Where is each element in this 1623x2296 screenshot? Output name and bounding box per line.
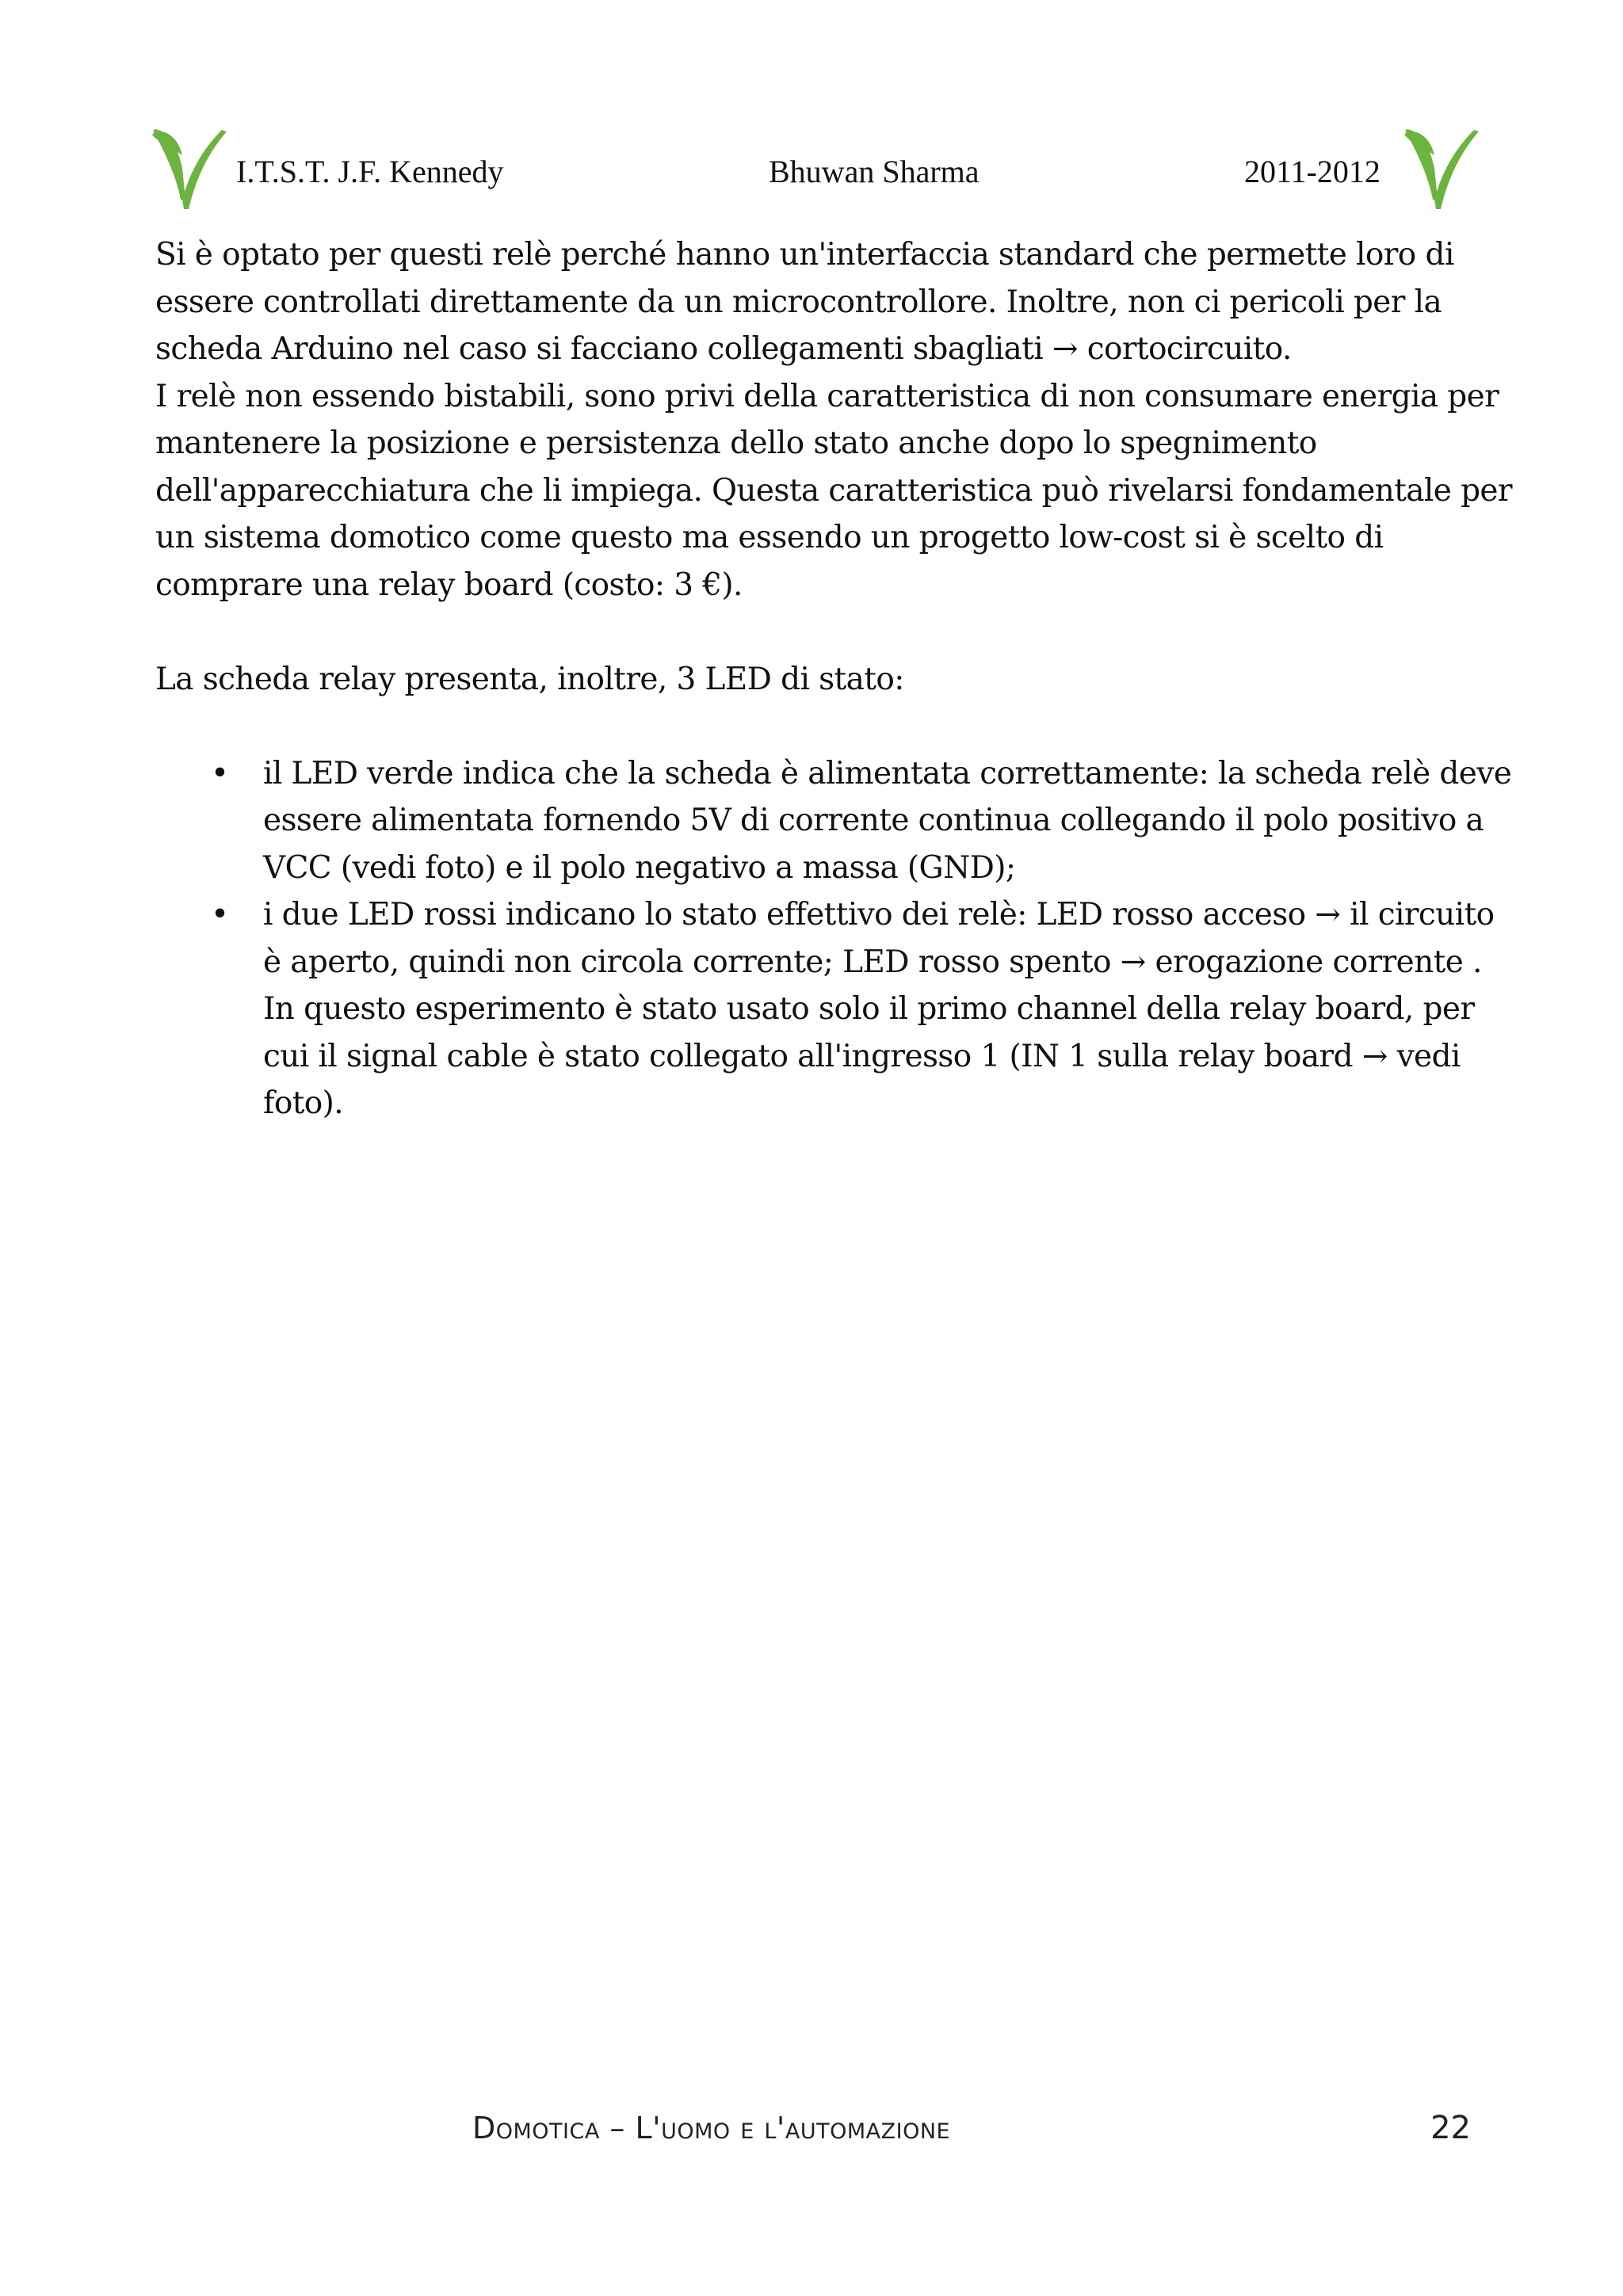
text-line: I relè non essendo bistabili, sono privi della caratteristica di non consumare energia per: [155, 378, 1499, 414]
text-line: VCC (vedi foto) e il polo negativo a massa (GND);: [263, 849, 1016, 886]
text-line: è aperto, quindi non circola corrente; LED rosso spento → erogazione corrente .: [263, 944, 1482, 980]
header-school: I.T.S.T. J.F. Kennedy: [236, 154, 504, 189]
text-line: essere alimentata fornendo 5V di corrente continua collegando il polo positivo a: [263, 803, 1484, 838]
text-line: dell'apparecchiatura che li impiega. Questa caratteristica può rivelarsi fondamentale per: [155, 472, 1512, 509]
bullet-marker: •: [211, 755, 229, 791]
paragraph-led-intro: [155, 656, 1487, 704]
header-author: Bhuwan Sharma: [769, 154, 980, 189]
green-sprout-v-icon: [151, 127, 230, 214]
green-sprout-v-icon: [1403, 127, 1482, 214]
bullet-marker: •: [211, 897, 229, 933]
text-line: cui il signal cable è stato collegato all'ingresso 1 (IN 1 sulla relay board → vedi: [263, 1038, 1461, 1074]
page-number: 22: [1430, 2110, 1471, 2146]
paragraph-spacer: [155, 703, 1487, 750]
page-content: [155, 231, 1512, 1127]
paragraph-relay-choice: [155, 231, 1487, 373]
page-header: [151, 127, 1482, 222]
text-line: Si è optato per questi relè perché hanno un'interfaccia standard che permette loro di: [155, 237, 1454, 273]
footer-title: Domotica – L'uomo e l'automazione: [472, 2111, 951, 2145]
header-year: 2011-2012: [1244, 154, 1381, 189]
text-line: essere controllati direttamente da un microcontrollore. Inoltre, non ci pericoli per la: [155, 284, 1442, 320]
text-line: In questo esperimento è stato usato solo il primo channel della relay board, per: [263, 991, 1475, 1027]
text-line: scheda Arduino nel caso si facciano collegamenti sbagliati → cortocircuito.: [155, 331, 1292, 367]
list-item: [155, 891, 1495, 1127]
text-line: mantenere la posizione e persistenza dello stato anche dopo lo spegnimento: [155, 425, 1317, 461]
text-line: comprare una relay board (costo: 3 €).: [155, 566, 743, 603]
text-line: foto).: [263, 1085, 344, 1121]
led-bullet-list: [155, 750, 1512, 1127]
paragraph-spacer: [155, 608, 1487, 656]
page-footer: [472, 2106, 1471, 2153]
paragraph-bistable: [155, 373, 1512, 609]
text-line: La scheda relay presenta, inoltre, 3 LED di stato:: [155, 661, 904, 697]
text-line: i due LED rossi indicano lo stato effettivo dei relè: LED rosso acceso → il circuito: [263, 897, 1495, 933]
text-line: il LED verde indica che la scheda è alimentata correttamente: la scheda relè deve: [263, 755, 1512, 791]
list-item: [155, 750, 1512, 892]
text-line: un sistema domotico come questo ma essendo un progetto low-cost si è scelto di: [155, 520, 1384, 555]
